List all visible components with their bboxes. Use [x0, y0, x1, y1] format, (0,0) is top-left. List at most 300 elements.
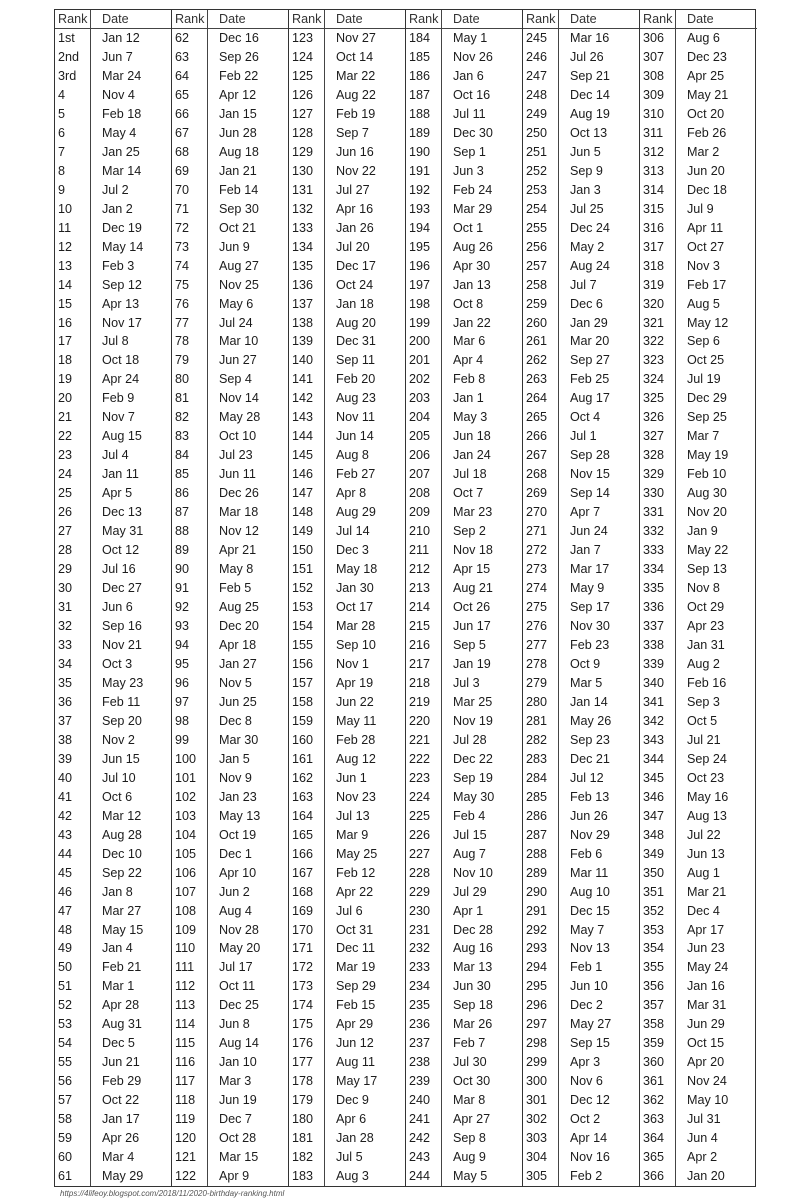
rank-cell: 6 — [55, 124, 91, 143]
table-row — [640, 939, 757, 958]
rank-cell: 186 — [406, 67, 442, 86]
date-cell: Oct 24 — [336, 277, 374, 292]
rank-cell: 267 — [523, 446, 559, 465]
date-cell: Jan 30 — [336, 581, 374, 596]
date-cell: Dec 10 — [102, 846, 142, 861]
column-group-3 — [289, 10, 406, 1186]
rank-cell: 190 — [406, 143, 442, 162]
rank-cell: 320 — [640, 294, 676, 313]
table-row — [55, 977, 171, 996]
rank-cell: 86 — [172, 484, 208, 503]
table-row — [55, 693, 171, 712]
date-cell: Jan 1 — [453, 391, 484, 406]
rank-cell: 9 — [55, 181, 91, 200]
rank-cell: 83 — [172, 427, 208, 446]
date-cell: Mar 3 — [219, 1074, 252, 1089]
date-cell: Nov 15 — [570, 467, 610, 482]
date-cell: Jul 8 — [102, 334, 129, 349]
rank-cell: 303 — [523, 1129, 559, 1148]
table-row — [55, 788, 171, 807]
date-cell: Jul 16 — [102, 562, 136, 577]
table-row — [172, 807, 288, 826]
rank-cell: 99 — [172, 731, 208, 750]
table-row — [406, 977, 522, 996]
rank-cell: 74 — [172, 256, 208, 275]
date-cell: Aug 29 — [336, 505, 376, 520]
table-row — [406, 674, 522, 693]
rank-cell: 173 — [289, 977, 325, 996]
rank-cell: 129 — [289, 143, 325, 162]
date-cell: Jun 1 — [336, 770, 367, 785]
rank-cell: 25 — [55, 484, 91, 503]
table-row — [55, 807, 171, 826]
date-cell: Oct 28 — [219, 1131, 257, 1146]
rank-cell: 184 — [406, 29, 442, 48]
table-row — [640, 844, 757, 863]
rank-cell: 51 — [55, 977, 91, 996]
rank-cell: 244 — [406, 1167, 442, 1186]
rank-cell: 76 — [172, 294, 208, 313]
header-row — [640, 10, 757, 29]
table-row — [406, 1110, 522, 1129]
date-cell: May 31 — [102, 524, 144, 539]
rank-cell: 118 — [172, 1091, 208, 1110]
date-cell: Apr 28 — [102, 998, 140, 1013]
rank-cell: 139 — [289, 332, 325, 351]
date-cell: Nov 21 — [102, 637, 142, 652]
rank-cell: 187 — [406, 86, 442, 105]
date-cell: Feb 4 — [453, 808, 486, 823]
rank-cell: 198 — [406, 294, 442, 313]
table-row — [55, 465, 171, 484]
table-row — [55, 825, 171, 844]
rank-cell: 344 — [640, 750, 676, 769]
date-cell: Jul 10 — [102, 770, 136, 785]
rank-cell: 264 — [523, 389, 559, 408]
table-row — [172, 1072, 288, 1091]
date-cell: Mar 17 — [570, 562, 610, 577]
table-row — [523, 294, 639, 313]
rank-cell: 91 — [172, 579, 208, 598]
rank-cell: 158 — [289, 693, 325, 712]
table-row — [172, 712, 288, 731]
rank-cell: 80 — [172, 370, 208, 389]
date-cell: Mar 6 — [453, 334, 486, 349]
date-cell: Jan 21 — [219, 163, 257, 178]
rank-cell: 1st — [55, 29, 91, 48]
date-cell: Nov 20 — [687, 505, 727, 520]
table-row — [640, 1034, 757, 1053]
table-row — [640, 996, 757, 1015]
date-cell: Mar 25 — [453, 694, 493, 709]
rank-cell: 217 — [406, 655, 442, 674]
table-row — [55, 1167, 171, 1186]
date-cell: Jul 29 — [453, 884, 487, 899]
table-row — [172, 143, 288, 162]
date-cell: Mar 28 — [336, 619, 376, 634]
date-cell: Feb 28 — [336, 732, 376, 747]
rank-cell: 49 — [55, 939, 91, 958]
rank-cell: 227 — [406, 844, 442, 863]
date-cell: Dec 23 — [687, 49, 727, 64]
date-cell: Jan 4 — [102, 941, 133, 956]
date-cell: Nov 16 — [570, 1150, 610, 1165]
table-row — [289, 674, 405, 693]
rank-cell: 166 — [289, 844, 325, 863]
rank-cell: 337 — [640, 617, 676, 636]
date-cell: Apr 15 — [453, 562, 491, 577]
rank-cell: 175 — [289, 1015, 325, 1034]
table-row — [289, 48, 405, 67]
date-cell: Mar 7 — [687, 429, 720, 444]
rank-cell: 160 — [289, 731, 325, 750]
table-row — [55, 598, 171, 617]
table-row — [289, 29, 405, 48]
table-row — [55, 920, 171, 939]
table-row — [289, 256, 405, 275]
table-row — [406, 446, 522, 465]
date-cell: Dec 21 — [570, 751, 610, 766]
rank-cell: 295 — [523, 977, 559, 996]
table-row — [406, 750, 522, 769]
date-cell: Dec 19 — [102, 220, 142, 235]
rank-cell: 257 — [523, 256, 559, 275]
date-cell: Jan 8 — [102, 884, 133, 899]
table-row — [172, 1015, 288, 1034]
rank-cell: 32 — [55, 617, 91, 636]
table-row — [55, 560, 171, 579]
date-cell: Dec 5 — [102, 1036, 135, 1051]
table-row — [172, 446, 288, 465]
table-row — [523, 996, 639, 1015]
date-cell: Apr 25 — [687, 68, 725, 83]
date-cell: Jul 2 — [102, 182, 129, 197]
table-row — [523, 920, 639, 939]
table-row — [523, 882, 639, 901]
table-row — [523, 256, 639, 275]
rank-cell: 210 — [406, 522, 442, 541]
table-row — [640, 825, 757, 844]
table-row — [289, 200, 405, 219]
table-row — [289, 788, 405, 807]
date-cell: Feb 18 — [102, 106, 142, 121]
rank-cell: 147 — [289, 484, 325, 503]
rank-cell: 214 — [406, 598, 442, 617]
table-row — [640, 1129, 757, 1148]
rank-cell: 96 — [172, 674, 208, 693]
table-row — [172, 29, 288, 48]
table-row — [406, 124, 522, 143]
rank-cell: 189 — [406, 124, 442, 143]
table-row — [289, 67, 405, 86]
table-row — [289, 446, 405, 465]
rank-cell: 315 — [640, 200, 676, 219]
table-row — [523, 977, 639, 996]
rank-cell: 360 — [640, 1053, 676, 1072]
rank-cell: 174 — [289, 996, 325, 1015]
rank-cell: 286 — [523, 807, 559, 826]
table-row — [172, 86, 288, 105]
date-cell: Sep 19 — [453, 770, 493, 785]
date-cell: Sep 3 — [687, 694, 720, 709]
rank-cell: 362 — [640, 1091, 676, 1110]
rank-cell: 167 — [289, 863, 325, 882]
rank-cell: 109 — [172, 920, 208, 939]
date-cell: Aug 1 — [687, 865, 720, 880]
rank-cell: 2nd — [55, 48, 91, 67]
rank-cell: 293 — [523, 939, 559, 958]
rank-cell: 229 — [406, 882, 442, 901]
date-cell: Mar 26 — [453, 1017, 493, 1032]
table-row — [640, 750, 757, 769]
date-cell: Dec 15 — [570, 903, 610, 918]
date-cell: Aug 27 — [219, 258, 259, 273]
date-cell: Oct 14 — [336, 49, 374, 64]
rank-cell: 342 — [640, 712, 676, 731]
table-row — [55, 162, 171, 181]
date-cell: Jan 28 — [336, 1131, 374, 1146]
table-row — [172, 503, 288, 522]
table-row — [55, 256, 171, 275]
date-cell: Dec 11 — [336, 941, 375, 956]
table-row — [55, 1091, 171, 1110]
table-row — [172, 958, 288, 977]
date-cell: May 26 — [570, 713, 612, 728]
table-row — [289, 370, 405, 389]
date-cell: Mar 1 — [102, 979, 135, 994]
table-row — [523, 958, 639, 977]
date-cell: Nov 30 — [570, 619, 610, 634]
rank-cell: 179 — [289, 1091, 325, 1110]
table-row — [172, 939, 288, 958]
table-row — [55, 674, 171, 693]
rank-cell: 104 — [172, 825, 208, 844]
table-row — [523, 1129, 639, 1148]
date-cell: Jun 2 — [219, 884, 250, 899]
table-row — [172, 67, 288, 86]
rank-cell: 321 — [640, 313, 676, 332]
table-row — [640, 237, 757, 256]
rank-cell: 199 — [406, 313, 442, 332]
table-row — [55, 67, 171, 86]
rank-cell: 42 — [55, 807, 91, 826]
table-row — [172, 541, 288, 560]
rank-cell: 332 — [640, 522, 676, 541]
rank-cell: 240 — [406, 1091, 442, 1110]
date-cell: May 19 — [687, 448, 729, 463]
date-cell: Jul 25 — [570, 201, 604, 216]
rank-cell: 27 — [55, 522, 91, 541]
table-row — [640, 389, 757, 408]
date-cell: Jun 9 — [219, 239, 250, 254]
date-cell: Mar 18 — [219, 505, 259, 520]
date-cell: Mar 16 — [570, 30, 610, 45]
date-cell: Oct 10 — [219, 429, 257, 444]
date-cell: Oct 21 — [219, 220, 257, 235]
date-cell: Jan 26 — [336, 220, 374, 235]
table-row — [640, 29, 757, 48]
table-row — [55, 408, 171, 427]
rank-cell: 363 — [640, 1110, 676, 1129]
date-cell: Jun 12 — [336, 1036, 374, 1051]
table-row — [523, 1148, 639, 1167]
date-cell: Mar 15 — [219, 1150, 259, 1165]
date-cell: Aug 28 — [102, 827, 142, 842]
rank-cell: 132 — [289, 200, 325, 219]
rank-cell: 68 — [172, 143, 208, 162]
table-row — [523, 1072, 639, 1091]
rank-cell: 81 — [172, 389, 208, 408]
date-cell: Oct 16 — [453, 87, 491, 102]
date-cell: Jun 29 — [687, 1017, 725, 1032]
rank-cell: 133 — [289, 218, 325, 237]
date-cell: May 2 — [570, 239, 605, 254]
rank-cell: 195 — [406, 237, 442, 256]
rank-cell: 72 — [172, 218, 208, 237]
table-row — [172, 693, 288, 712]
date-cell: Dec 26 — [219, 486, 259, 501]
table-row — [55, 1053, 171, 1072]
date-cell: Jan 23 — [219, 789, 257, 804]
date-cell: Sep 7 — [336, 125, 369, 140]
date-cell: Feb 2 — [570, 1169, 603, 1184]
rank-cell: 169 — [289, 901, 325, 920]
rank-cell: 127 — [289, 105, 325, 124]
date-cell: Dec 25 — [219, 998, 259, 1013]
date-cell: Nov 28 — [219, 922, 259, 937]
date-cell: Oct 17 — [336, 600, 374, 615]
table-row — [406, 958, 522, 977]
date-cell: Mar 5 — [570, 675, 603, 690]
rank-cell: 364 — [640, 1129, 676, 1148]
rank-cell: 340 — [640, 674, 676, 693]
rank-cell: 30 — [55, 579, 91, 598]
date-cell: Oct 22 — [102, 1093, 140, 1108]
rank-cell: 301 — [523, 1091, 559, 1110]
rank-cell: 328 — [640, 446, 676, 465]
table-row — [55, 522, 171, 541]
date-cell: Dec 9 — [336, 1093, 369, 1108]
rank-cell: 200 — [406, 332, 442, 351]
rank-cell: 28 — [55, 541, 91, 560]
date-cell: Aug 5 — [687, 296, 720, 311]
table-row — [55, 863, 171, 882]
date-cell: Jan 2 — [102, 201, 133, 216]
date-cell: Jul 21 — [687, 732, 721, 747]
table-row — [640, 294, 757, 313]
date-cell: Jun 14 — [336, 429, 374, 444]
date-cell: Apr 29 — [336, 1017, 374, 1032]
date-cell: Dec 6 — [570, 296, 603, 311]
table-row — [406, 939, 522, 958]
rank-cell: 53 — [55, 1015, 91, 1034]
table-row — [523, 598, 639, 617]
date-cell: Oct 7 — [453, 486, 484, 501]
table-row — [640, 105, 757, 124]
rank-cell: 113 — [172, 996, 208, 1015]
table-row — [289, 996, 405, 1015]
table-row — [55, 105, 171, 124]
table-row — [406, 29, 522, 48]
table-row — [640, 1015, 757, 1034]
date-cell: Nov 1 — [336, 656, 369, 671]
date-cell: Jun 7 — [102, 49, 133, 64]
date-cell: Apr 16 — [336, 201, 374, 216]
table-row — [523, 1091, 639, 1110]
rank-cell: 249 — [523, 105, 559, 124]
rank-cell: 355 — [640, 958, 676, 977]
rank-cell: 306 — [640, 29, 676, 48]
table-row — [55, 844, 171, 863]
rank-header: Rank — [55, 10, 91, 28]
date-cell: Feb 10 — [687, 467, 727, 482]
rank-cell: 93 — [172, 617, 208, 636]
date-cell: Aug 6 — [687, 30, 720, 45]
rank-cell: 291 — [523, 901, 559, 920]
date-cell: Apr 22 — [336, 884, 374, 899]
date-cell: Jul 13 — [336, 808, 370, 823]
table-row — [640, 124, 757, 143]
date-cell: Oct 4 — [570, 410, 601, 425]
rank-cell: 248 — [523, 86, 559, 105]
table-row — [406, 1091, 522, 1110]
rank-cell: 67 — [172, 124, 208, 143]
date-cell: Jul 20 — [336, 239, 370, 254]
date-cell: Oct 15 — [687, 1036, 725, 1051]
rank-cell: 349 — [640, 844, 676, 863]
date-cell: Sep 4 — [219, 372, 252, 387]
rank-cell: 312 — [640, 143, 676, 162]
date-cell: Jul 1 — [570, 429, 597, 444]
date-cell: Dec 7 — [219, 1112, 252, 1127]
table-row — [406, 825, 522, 844]
date-cell: Sep 28 — [570, 448, 610, 463]
rank-cell: 225 — [406, 807, 442, 826]
date-cell: Sep 6 — [687, 334, 720, 349]
table-row — [640, 200, 757, 219]
table-row — [523, 427, 639, 446]
date-cell: Sep 30 — [219, 201, 259, 216]
rank-cell: 304 — [523, 1148, 559, 1167]
rank-header: Rank — [406, 10, 442, 28]
date-cell: May 27 — [570, 1017, 612, 1032]
table-row — [289, 1034, 405, 1053]
table-row — [640, 712, 757, 731]
date-cell: Apr 20 — [687, 1055, 725, 1070]
table-row — [523, 901, 639, 920]
table-row — [289, 86, 405, 105]
rank-cell: 15 — [55, 294, 91, 313]
rank-cell: 10 — [55, 200, 91, 219]
table-row — [172, 275, 288, 294]
rank-cell: 142 — [289, 389, 325, 408]
table-row — [172, 1167, 288, 1186]
date-cell: Oct 25 — [687, 353, 725, 368]
rank-cell: 251 — [523, 143, 559, 162]
rank-cell: 135 — [289, 256, 325, 275]
rank-cell: 311 — [640, 124, 676, 143]
rank-cell: 36 — [55, 693, 91, 712]
table-row — [523, 825, 639, 844]
table-row — [172, 522, 288, 541]
date-cell: Apr 8 — [336, 486, 367, 501]
rank-cell: 341 — [640, 693, 676, 712]
date-cell: Jun 17 — [453, 619, 491, 634]
date-cell: Feb 14 — [219, 182, 259, 197]
rank-cell: 192 — [406, 181, 442, 200]
date-cell: Feb 16 — [687, 675, 727, 690]
date-cell: Dec 13 — [102, 505, 142, 520]
